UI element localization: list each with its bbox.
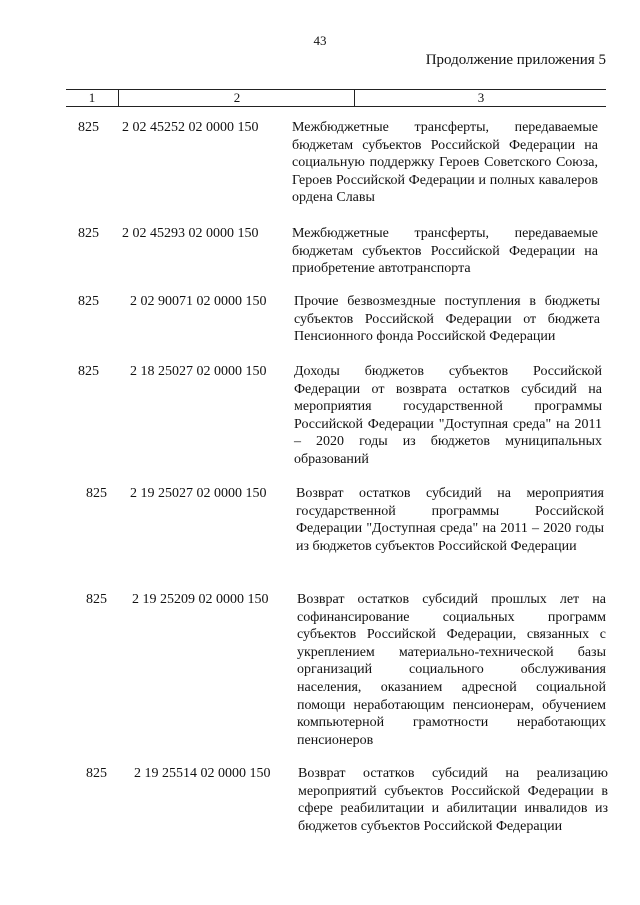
admin-code: 825	[86, 592, 107, 607]
page-number: 43	[313, 33, 327, 48]
row-description: Возврат остатков субсидий прошлых лет на софинансирование социальных программ субъектов Российской Федерации, связанных с укреплением материально-технической базы организаций социального обслуживания населения, оказанием адресной социальной помощи неработающим пенсионерам, обучением компьютерной грамотности неработающих пенсионеров	[297, 592, 606, 748]
budget-code: 2 18 25027 02 0000 150	[130, 364, 267, 379]
row-description: Возврат остатков субсидий на мероприятия государственной программы Российской Федерации "Доступная среда" на 2011 – 2020 годы из бюджетов субъектов Российской Федерации	[296, 486, 604, 554]
admin-code: 825	[78, 294, 99, 309]
budget-code: 2 19 25027 02 0000 150	[130, 486, 267, 501]
row-description: Прочие безвозмездные поступления в бюджеты субъектов Российской Федерации от бюджета Пенсионного фонда Российской Федерации	[294, 294, 600, 345]
budget-code: 2 02 45293 02 0000 150	[122, 226, 259, 241]
budget-code: 2 02 90071 02 0000 150	[130, 294, 267, 309]
header-col-3: 3	[354, 90, 607, 106]
row-description: Межбюджетные трансферты, передаваемые бюджетам субъектов Российской Федерации на приобретение автотранспорта	[292, 226, 598, 277]
row-description: Межбюджетные трансферты, передаваемые бюджетам субъектов Российской Федерации на социальную поддержку Героев Советского Союза, Героев Российской Федерации и полных кавалеров ордена Славы	[292, 120, 598, 206]
admin-code: 825	[86, 766, 107, 781]
budget-code: 2 19 25209 02 0000 150	[132, 592, 269, 607]
header-col-2: 2	[118, 90, 355, 106]
admin-code: 825	[78, 120, 99, 135]
continuation-label: Продолжение приложения 5	[425, 52, 606, 68]
admin-code: 825	[86, 486, 107, 501]
row-description: Возврат остатков субсидий на реализацию мероприятий субъектов Российской Федерации в сфере реабилитации и абилитации инвалидов из бюджетов субъектов Российской Федерации	[298, 766, 608, 834]
header-col-1: 1	[88, 90, 96, 105]
admin-code: 825	[78, 226, 99, 241]
admin-code: 825	[78, 364, 99, 379]
table-header	[66, 89, 606, 107]
row-description: Доходы бюджетов субъектов Российской Федерации от возврата остатков субсидий на мероприятия государственной программы Российской Федерации "Доступная среда" на 2011 – 2020 годы из бюджетов муниципальных образований	[294, 364, 602, 467]
budget-code: 2 02 45252 02 0000 150	[122, 120, 259, 135]
budget-code: 2 19 25514 02 0000 150	[134, 766, 271, 781]
